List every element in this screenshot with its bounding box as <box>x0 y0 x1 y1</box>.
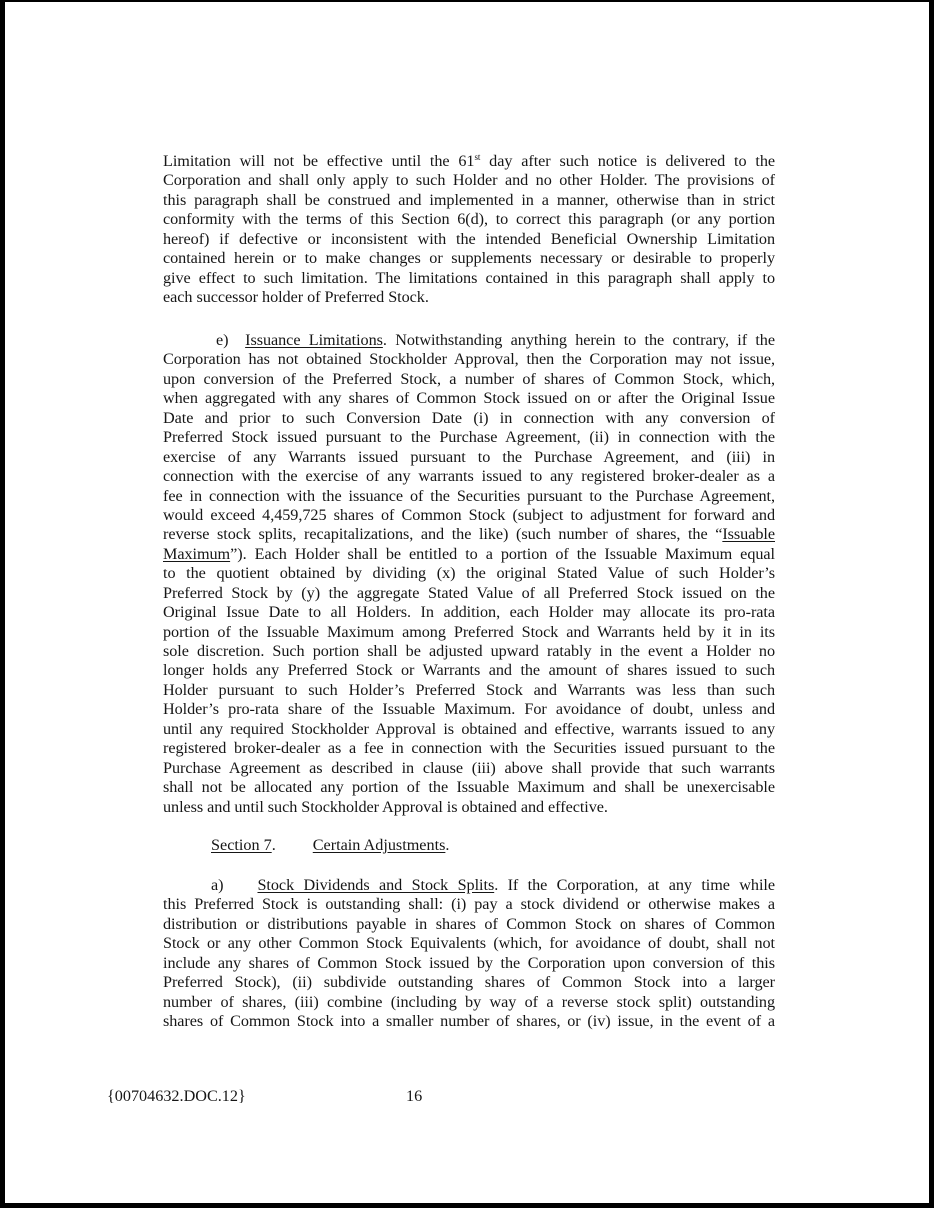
clause-label: e) <box>216 331 229 349</box>
text-line: unless and until such Stockholder Approval is obtained and effective. <box>163 797 608 816</box>
text-line: Corporation and shall only apply to such Holder and no other Holder. The provisions of <box>163 171 775 190</box>
text-line: Maximum”). Each Holder shall be entitled to a portion of the Issuable Maximum equal <box>163 544 775 563</box>
paragraph-beneficial-ownership <box>163 152 775 308</box>
text-line: this paragraph shall be construed and implemented in a manner, otherwise than in strict <box>163 190 775 209</box>
text-line: include any shares of Common Stock issued by the Corporation upon conversion of this <box>163 953 775 972</box>
text-line: exercise of any Warrants issued pursuant to the Purchase Agreement, and (iii) in <box>163 447 775 466</box>
text-line: e) Issuance Limitations. Notwithstanding anything herein to the contrary, if the <box>216 331 775 349</box>
text-line: longer holds any Preferred Stock or Warrants and the amount of shares issued to such <box>163 661 775 680</box>
text-line: a) Stock Dividends and Stock Splits. If the Corporation, at any time while <box>211 876 776 894</box>
document-page <box>5 2 929 1203</box>
text-line: registered broker-dealer as a fee in connection with the Securities issued pursuant to the <box>163 739 775 758</box>
text-line: Holder’s pro-rata share of the Issuable Maximum. For avoidance of doubt, unless and <box>163 700 775 719</box>
text-line: Corporation has not obtained Stockholder Approval, then the Corporation may not issue, <box>163 350 775 369</box>
text-line: would exceed 4,459,725 shares of Common Stock (subject to adjustment for forward and <box>163 505 775 524</box>
text-line: fee in connection with the issuance of the Securities pursuant to the Purchase Agreement, <box>163 486 775 505</box>
text-line: upon conversion of the Preferred Stock, a number of shares of Common Stock, which, <box>163 369 775 388</box>
text-line: until any required Stockholder Approval is obtained and effective, warrants issued to any <box>163 719 775 738</box>
text-line: distribution or distributions payable in shares of Common Stock on shares of Common <box>163 914 775 933</box>
text-line: shall not be allocated any portion of the Issuable Maximum and shall be unexercisable <box>163 778 775 797</box>
text-line: give effect to such limitation. The limitations contained in this paragraph shall apply to <box>163 268 775 287</box>
defined-term: Maximum <box>163 544 231 563</box>
clause-title: Issuance Limitations <box>245 331 383 349</box>
text-line: contained herein or to make changes or supplements necessary or desirable to properly <box>163 249 775 268</box>
document-id-footer: {00704632.DOC.12} <box>107 1087 246 1105</box>
text-line: Stock or any other Common Stock Equivalents (which, for avoidance of doubt, shall not <box>163 934 775 953</box>
text-line: Date and prior to such Conversion Date (i) in connection with any conversion of <box>163 408 775 427</box>
paragraph-issuance-limitations <box>163 331 775 817</box>
page-number: 16 <box>406 1087 423 1105</box>
text-line: Preferred Stock by (y) the aggregate Stated Value of all Preferred Stock issued on the <box>163 583 775 602</box>
text-line: connection with the exercise of any warrants issued to any registered broker-dealer as a <box>163 467 775 486</box>
text-line: hereof) if defective or inconsistent with the intended Beneficial Ownership Limitation <box>163 229 775 248</box>
section-heading: Section 7. Certain Adjustments. <box>211 836 450 854</box>
text-line: Preferred Stock), (ii) subdivide outstanding shares of Common Stock into a larger <box>163 973 775 992</box>
text-line: Preferred Stock issued pursuant to the Purchase Agreement, (ii) in connection with the <box>163 428 775 447</box>
text-line: portion of the Issuable Maximum among Preferred Stock and Warrants held by it in its <box>163 622 775 641</box>
paragraph-stock-dividends <box>163 876 775 1032</box>
text-line: reverse stock splits, recapitalizations, and the like) (such number of shares, the “Issuable <box>163 525 775 544</box>
text-line: Holder pursuant to such Holder’s Preferred Stock and Warrants was less than such <box>163 680 775 699</box>
text-line: number of shares, (iii) combine (including by way of a reverse stock split) outstanding <box>163 992 775 1011</box>
section-number: Section 7 <box>211 836 272 854</box>
text-line: when aggregated with any shares of Common Stock issued on or after the Original Issue <box>163 389 775 408</box>
text-line: each successor holder of Preferred Stock. <box>163 288 429 307</box>
text-line: shares of Common Stock into a smaller number of shares, or (iv) issue, in the event of a <box>163 1012 775 1031</box>
clause-label: a) <box>211 876 224 894</box>
clause-title: Stock Dividends and Stock Splits <box>257 876 495 894</box>
text-line: conformity with the terms of this Section 6(d), to correct this paragraph (or any portion <box>163 210 775 229</box>
text-line: Original Issue Date to all Holders. In addition, each Holder may allocate its pro-rata <box>163 603 775 622</box>
text-line: Limitation will not be effective until the 61st day after such notice is delivered to the <box>163 152 775 170</box>
text-line: to the quotient obtained by dividing (x) the original Stated Value of such Holder’s <box>163 564 775 583</box>
defined-term: Issuable <box>722 525 775 544</box>
section-title: Certain Adjustments <box>312 836 446 854</box>
text-line: Purchase Agreement as described in clause (iii) above shall provide that such warrants <box>163 758 775 777</box>
text-line: this Preferred Stock is outstanding shall: (i) pay a stock dividend or otherwise makes a <box>163 895 775 914</box>
text-line: sole discretion. Such portion shall be adjusted upward ratably in the event a Holder no <box>163 642 775 660</box>
